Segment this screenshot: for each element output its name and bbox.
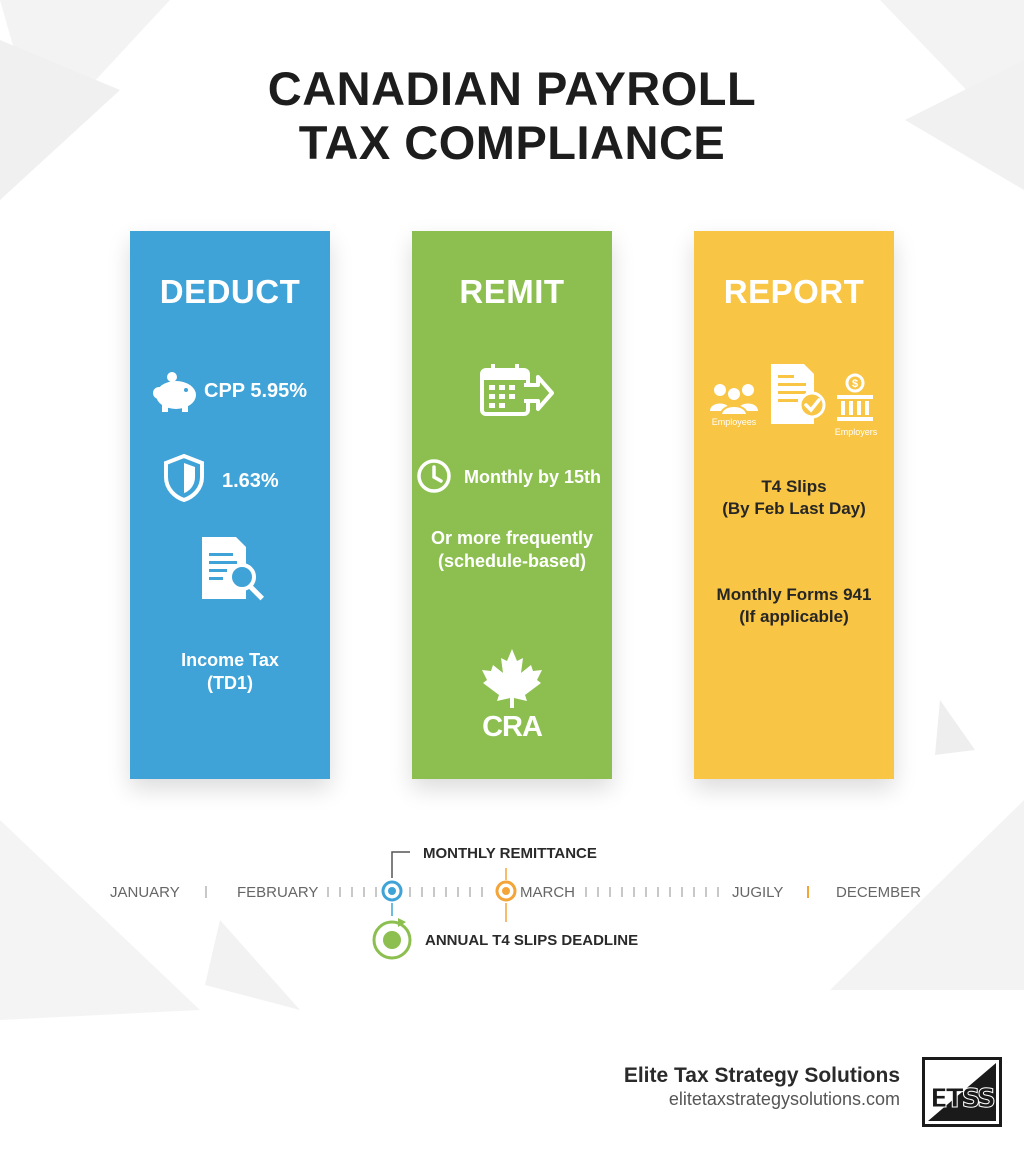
t4-line-2: (By Feb Last Day) [722,499,866,518]
deduct-title: DEDUCT [159,273,301,310]
employees-label: Employees [711,417,757,427]
report-title: REPORT [723,273,865,310]
frequency-line-2: (schedule-based) [437,551,587,571]
timeline-month-march: MARCH [520,884,575,901]
timeline-month-december: DECEMBER [836,884,922,901]
title-line-2: TAX COMPLIANCE [298,116,726,169]
remit-schedule: Monthly by 15th [464,467,602,487]
forms-line-1: Monthly Forms 941 [716,585,872,604]
forms-line-2: (If applicable) [739,607,849,626]
brand-name: Elite Tax Strategy Solutions [623,1064,900,1087]
income-tax-line-1: Income Tax [181,650,279,670]
brand-url: elitetaxstrategysolutions.com [668,1089,900,1109]
title-line-1: CANADIAN PAYROLL [267,62,757,115]
logo-lettering: ETSS [930,1084,994,1114]
ei-rate: 1.63% [222,470,279,492]
t4-line-1: T4 Slips [761,477,827,496]
employers-label: Employers [834,427,878,437]
remit-title: REMIT [459,273,565,310]
monthly-remittance-callout: MONTHLY REMITTANCE [423,845,597,862]
cra-label: CRA [482,711,542,743]
company-logo [922,1057,1002,1127]
timeline-month-january: JANUARY [110,884,180,901]
frequency-line-1: Or more frequently [430,528,594,548]
annual-t4-callout: ANNUAL T4 SLIPS DEADLINE [425,932,639,949]
income-tax-line-2: (TD1) [207,673,253,693]
timeline-month-february: FEBRUARY [237,884,319,901]
svg-text:$: $ [851,378,859,390]
cpp-rate: CPP 5.95% [204,380,308,402]
timeline-month-jugily: JUGILY [732,884,784,901]
